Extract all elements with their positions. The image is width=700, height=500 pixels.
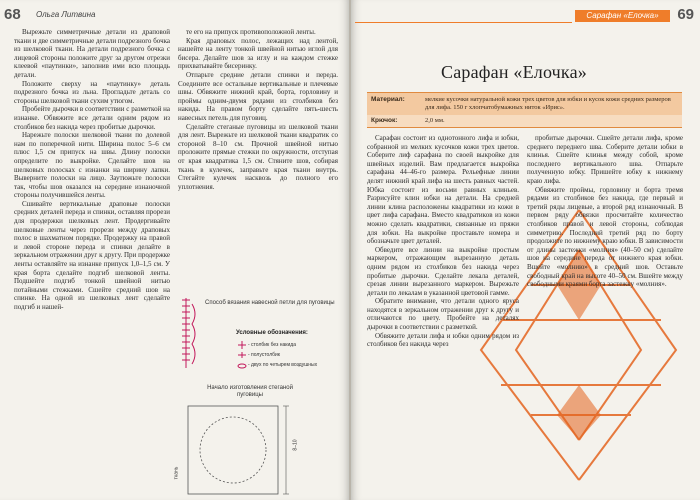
legend-item: - столбик без накида bbox=[248, 342, 296, 348]
right-column-2 bbox=[527, 134, 683, 289]
dimension-label: 8–10 bbox=[292, 439, 299, 451]
paragraph: те его на припуск противоположной ленты. bbox=[186, 28, 316, 36]
paragraph: Отпарьте средние детали спинки и переда. Соедините все остальные вертикальные и плечевые швы. Обвяжите нижний край, борта, горловину и проймы одним-двумя рядами из столбиков без накида. На правом борту сделайте пять-шесть навесных петель для пуговиц. bbox=[178, 70, 338, 122]
paragraph: Нарежьте полоски шелковой ткани по долевой нам по поперечной нити. Ширина полос 5–6 см плюс 1,5 см припуск на швы. Длину полоски определите по выкройке. Сделайте шов на шелковых полосках с изнанки на ширину лапки. Выверните полоски на лицо. Заутюжьте полоски так, чтобы шов оказался на середине изнаночной стороны получившейся ленты. bbox=[14, 131, 170, 200]
paragraph: Обвяжите проймы, горловину и борта тремя рядами из столбиков без накида, где первый и третий ряды лицевые, а второй ряд изнаночный. В первом ряду обвязки просчитайте количество столбиков правой и левой стороны, соблюдая симметрию. Последний третий ряд по борту продолжите по нижнему краю юбки. В зависимости от длины застежки «молния» (40–50 см) сделайте шов на середине переда от нижнего края юбки. Вшейте «молнию» в средний шов. Оставьте свободный край на высоте 40–50 см. Вшейте между свободными краями борта застежку «молния». bbox=[527, 185, 683, 289]
figure-1-caption: Способ вязания навесной петли для пуговицы bbox=[205, 300, 335, 306]
legend-title: Условные обозначения: bbox=[236, 330, 308, 336]
paragraph: Края драповых полос, лежащих над лентой, нашейте на ленту тонкой швейной нитью иглой для бисера. Делайте шов за иглу и на каждом стежке прихватывайте бисеринку. bbox=[178, 36, 338, 71]
paragraph: пробитые дырочки. Сшейте детали лифа, кроме среднего переднего шва. Соберите детали юбки в клинья. Сшейте клинья между собой, кроме последнего вертикального шва. Отпарьте полученную юбку. Пришейте юбку к нижнему краю лифа. bbox=[527, 134, 683, 185]
left-column-2 bbox=[178, 28, 338, 191]
header-rule bbox=[355, 22, 572, 23]
legend-symbols bbox=[236, 340, 248, 370]
paragraph: Обратите внимание, что детали одного яруса находятся в зеркальном отражении друг к другу и отличаются по цвету. Пробейте на деталях дырочки в соответствии с разметкой. bbox=[367, 297, 519, 332]
running-header: Сарафан «Елочка» bbox=[575, 10, 670, 22]
page-number-left: 68 bbox=[4, 6, 21, 23]
hook-text: 2,0 мм. bbox=[425, 117, 445, 124]
legend-item: - двух по четырем воздушных bbox=[248, 362, 318, 368]
figure-2-caption: Начало изготовления стеганой пуговицы bbox=[207, 385, 293, 398]
materials-box bbox=[367, 92, 682, 115]
left-page bbox=[0, 0, 349, 500]
fabric-label: ткань bbox=[173, 466, 180, 480]
paragraph: Положите сверху на «паутинку» деталь подрезного бочка из льна. Прогладьте деталь со стороны шелковой ткани сухим утюгом. bbox=[14, 79, 170, 105]
page-number-right: 69 bbox=[677, 6, 694, 23]
author-name: Ольга Литвина bbox=[36, 10, 96, 19]
paragraph: Сшивайте вертикальные драповые полоски средних деталей переда и спинки, оставляя прорези для продержки шелковых лент. Продергивайте шелковые ленты через прорези между драповых полос в шахматном порядке. Продержку на правой и левой стороне переда и спинки делайте в зеркальном отражении друг к другу. При продержке ленты оставляйте на изнанке припуск 1,0–1,5 см. У края борта сделайте подгиб шелковой ленты. Подшейте подгиб тонкой швейной нитью потайными стежками. Сшейте средний шов на спинке. На одной из шелковых лент сделайте подгиб и нашей- bbox=[14, 199, 170, 311]
materials-text: мелкие кусочки натуральной кожи трех цветов для юбки и кусок кожи средних размеров для лифа. 150 г хлопчатобумажных ниток «Ирис». bbox=[425, 96, 671, 111]
paragraph: Сарафан состоит из однотонного лифа и юбки, собранной из мелких кусочков кожи трех цветов. Соберите лиф сарафана по своей выкройке для швейных изделий. Вам предлагается выкройка сарафана 44–46-го размера. Рельефные линии делят нижний край лифа на шесть равных частей. Юбка состоит из восьми равных клиньев. Разрисуйте клин юбки на детали. На средней линии клина расположены квадратики из кожи в цвет лифа сарафана. Вместо квадратиков из кожи можно сделать квадратики, связанные из пряжи для юбки. На выкройке проставьте номера и обозначьте цвет деталей. bbox=[367, 134, 519, 246]
article-title: Сарафан «Елочка» bbox=[441, 62, 587, 82]
paragraph: Сделайте стеганые пуговицы из шелковой ткани для лент. Вырежьте из шелковой ткани квадратик со стороной 8–10 см. Прочной швейной нитью проложите прямые стежки по окружности, отступая от края квадратика 1,5 см. Стяните шов, собирая ткань в кулечек, заправьте края ткани внутрь. Стегайте кулечек насквозь до полного его уплотнения. bbox=[178, 122, 338, 191]
paragraph: Пробейте дырочки в соответствии с разметкой на изнанке. Обвяжите все детали одним рядом из столбиков без накида через пробитые дырочки. bbox=[14, 105, 170, 131]
button-loop-diagram bbox=[176, 296, 202, 374]
paragraph: Обвяжите детали лифа и юбки одним рядом из столбиков без накида через bbox=[367, 331, 519, 349]
paragraph: Обведите все линии на выкройке простым маркером, отражающим вырезанную деталь одним рядом из столбиков без накида через пробитые дырочки. Сделайте лекала деталей, срезая линии вырезанного маркером. Вырежьте детали по лекалам в указанной цветовой гамме. bbox=[367, 245, 519, 297]
legend-item: - полустолбик bbox=[248, 352, 280, 358]
paragraph: Вырежьте симметричные детали из драповой ткани и две симметричные детали подрезного бочка из шелковой ткани. На детали подрезного бочка с лицевой стороны положите друг за другом отрезки клеевой «паутинки», заполнив ими всю площадь детали. bbox=[14, 28, 170, 79]
left-column-1 bbox=[14, 28, 170, 312]
quilted-button-diagram bbox=[182, 404, 300, 498]
materials-label: Материал: bbox=[371, 96, 405, 103]
right-column-1 bbox=[367, 134, 519, 349]
hook-label: Крючок: bbox=[371, 117, 398, 124]
hook-box bbox=[367, 115, 682, 128]
right-page bbox=[351, 0, 700, 500]
